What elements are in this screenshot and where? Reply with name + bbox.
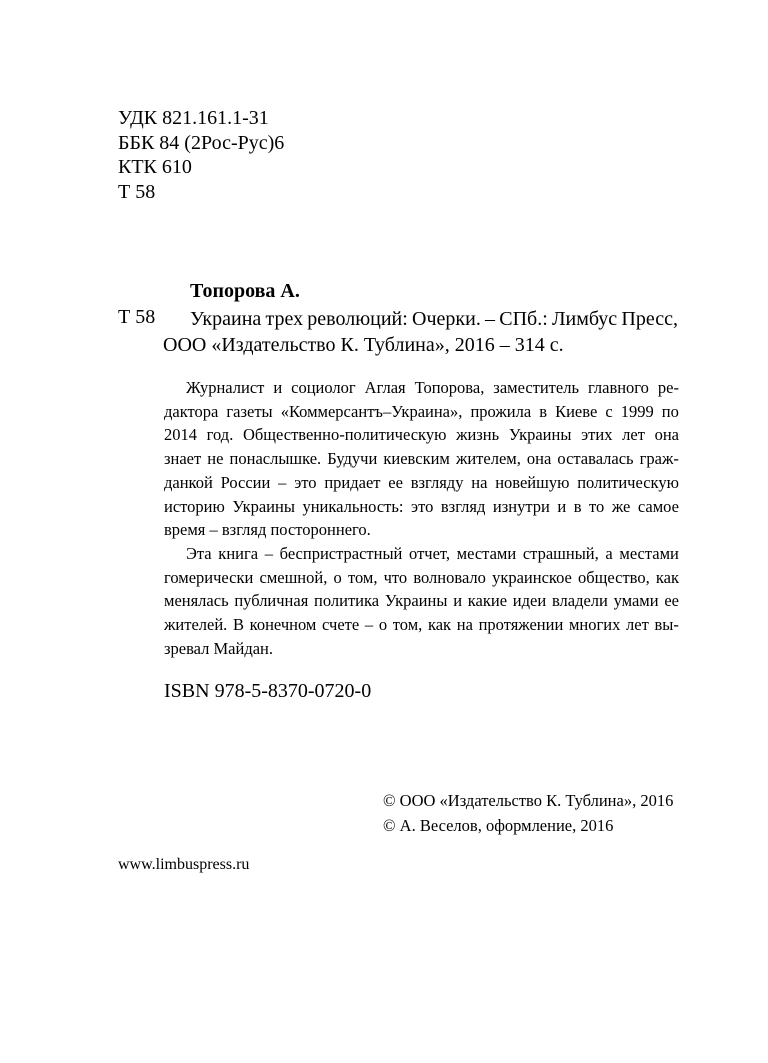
annotation-word: ее	[664, 591, 679, 611]
annotation-word: волновало	[413, 567, 486, 587]
annotation-word: жителем,	[455, 449, 521, 469]
udk-code: УДК 821.161.1-31	[118, 107, 269, 129]
annotation-word: Эта	[186, 543, 212, 563]
bibliographic-title-line	[190, 306, 678, 332]
annotation-word: Журналист	[186, 378, 265, 397]
annotation-word: она	[654, 425, 679, 445]
bibliographic-publisher-line: ООО «Издательство К. Тублина», 2016 – 314 с.	[163, 334, 564, 356]
title-word: Лимбус	[551, 308, 618, 330]
annotation-word: данкой	[164, 472, 213, 492]
annotation-word: какие	[467, 591, 508, 611]
annotation-line	[164, 518, 679, 542]
title-word: трех	[265, 308, 304, 330]
annotation-word: знает	[164, 449, 202, 469]
annotation-word: России	[220, 472, 271, 492]
annotation-word: –	[278, 472, 287, 492]
annotation-word: том,	[392, 615, 423, 635]
title-word: СПб.:	[499, 308, 548, 330]
annotation-word: –	[264, 543, 273, 563]
annotation-word: изнутри	[492, 496, 550, 516]
annotation-word: менялась	[164, 591, 229, 611]
annotation-word: счете	[322, 615, 360, 635]
annotation-word: о	[378, 615, 388, 635]
annotation-word: отчет,	[409, 543, 451, 563]
annotation-word: Топорова,	[414, 378, 485, 397]
annotation-word: идеи	[512, 591, 547, 611]
annotation-word: как	[655, 567, 679, 587]
annotation-word: на	[471, 472, 488, 492]
annotation-line	[164, 589, 679, 613]
annotation-word: лет	[622, 425, 645, 445]
classification-block	[118, 106, 284, 204]
annotation-word: прожила	[470, 401, 532, 421]
annotation-line	[164, 542, 679, 566]
annotation-word: владели	[551, 591, 608, 611]
annotation-word: газеты	[226, 401, 273, 421]
title-word: Очерки.	[412, 308, 481, 330]
annotation-word: время – взгляд постороннего.	[164, 520, 371, 540]
annotation-word: на	[456, 615, 473, 635]
annotation-word: 1999	[620, 401, 654, 421]
annotation-word: умами	[613, 591, 659, 611]
copyright-block	[383, 788, 673, 838]
annotation-word: о	[333, 567, 342, 587]
annotation-word: гомерически	[164, 567, 254, 587]
annotation-word: жителей.	[164, 615, 228, 635]
annotation-word: год.	[206, 425, 234, 445]
annotation-line	[164, 495, 679, 519]
annotation-word: и	[557, 496, 567, 516]
isbn: ISBN 978-5-8370-0720-0	[164, 680, 372, 702]
annotation-word: не	[207, 449, 224, 469]
annotation-word: в	[573, 496, 582, 516]
annotation-word: В	[232, 615, 244, 635]
annotation-word: оставалась	[557, 449, 634, 469]
annotation-word: киевским	[383, 449, 450, 469]
annotation-word: она	[526, 449, 552, 469]
annotation-word: украинское	[492, 567, 572, 587]
annotation-word: жизнь	[456, 425, 500, 445]
annotation	[164, 376, 679, 660]
annotation-word: новейшую	[495, 472, 570, 492]
annotation-line	[164, 447, 679, 471]
annotation-word: конечном	[249, 615, 317, 635]
annotation-paragraph-2	[164, 542, 679, 661]
annotation-word: протяжении	[478, 615, 564, 635]
annotation-word: Киеве	[555, 401, 598, 421]
annotation-word: лет	[626, 615, 649, 635]
annotation-word: взгляду	[410, 472, 464, 492]
annotation-word: Украины	[384, 591, 448, 611]
annotation-word: Общественно-политическую	[243, 425, 447, 445]
annotation-word: том,	[347, 567, 378, 587]
annotation-word: местами	[456, 543, 517, 563]
annotation-word: по	[661, 401, 679, 421]
annotation-word: книга	[218, 543, 259, 563]
annotation-line	[164, 613, 679, 637]
annotation-word: социолог	[291, 378, 356, 397]
annotation-word: 2014	[164, 425, 197, 445]
annotation-word: общество,	[578, 567, 650, 587]
annotation-word: и	[453, 591, 463, 611]
website-link[interactable]: www.limbuspress.ru	[118, 856, 250, 873]
annotation-line	[164, 566, 679, 590]
annotation-word: Аглая	[364, 378, 406, 397]
annotation-word: же	[611, 496, 631, 516]
annotation-word: Украины	[508, 425, 572, 445]
bibliographic-description	[163, 306, 678, 358]
annotation-word: зревал Майдан.	[164, 638, 273, 658]
annotation-word: в	[539, 401, 548, 421]
annotation-word: –	[364, 615, 374, 635]
annotation-word: уникальность:	[302, 496, 404, 516]
annotation-line	[164, 637, 679, 661]
annotation-word: Будучи	[327, 449, 378, 469]
annotation-word: и	[273, 378, 283, 397]
annotation-word: ре-	[657, 378, 679, 397]
annotation-line	[164, 423, 679, 447]
annotation-word: граж-	[639, 449, 679, 469]
annotation-word: беспристрастный	[279, 543, 403, 563]
annotation-word: взгляд	[440, 496, 486, 516]
annotation-word: вы-	[654, 615, 679, 635]
annotation-word: Украины	[232, 496, 295, 516]
title-word: Украина	[190, 308, 262, 330]
annotation-word: страшный,	[522, 543, 599, 563]
annotation-word: что	[383, 567, 408, 587]
annotation-word: это	[294, 472, 317, 492]
annotation-word: а	[605, 543, 613, 563]
annotation-word: политика	[314, 591, 380, 611]
annotation-word: понаслышке.	[229, 449, 322, 469]
annotation-word: то	[589, 496, 605, 516]
annotation-paragraph-1	[164, 376, 679, 542]
annotation-word: «Коммерсантъ–Украина»,	[280, 401, 463, 421]
title-word: Пресс,	[621, 308, 678, 330]
annotation-word: историю	[164, 496, 225, 516]
annotation-word: местами	[619, 543, 679, 563]
copyright-design: © А. Веселов, оформление, 2016	[383, 816, 614, 835]
copyright-publisher: © ООО «Издательство К. Тублина», 2016	[383, 791, 674, 810]
annotation-word: дактора	[164, 401, 219, 421]
annotation-line	[164, 400, 679, 424]
annotation-line	[164, 376, 679, 400]
annotation-word: политическую	[577, 472, 679, 492]
annotation-word: с	[605, 401, 613, 421]
catalog-author-mark: Т 58	[118, 306, 156, 328]
annotation-word: ее	[388, 472, 403, 492]
annotation-word: главного	[587, 378, 649, 397]
annotation-word: этих	[581, 425, 613, 445]
annotation-word: смешной,	[259, 567, 328, 587]
annotation-word: придает	[324, 472, 381, 492]
annotation-line	[164, 471, 679, 495]
annotation-word: заместитель	[493, 378, 579, 397]
ktk-code: КТК 610	[118, 156, 192, 178]
title-word: –	[485, 308, 496, 330]
annotation-word: как	[427, 615, 452, 635]
annotation-word: многих	[568, 615, 621, 635]
title-word: революций:	[307, 308, 408, 330]
catalog-author: Топорова А.	[190, 280, 300, 302]
annotation-word: это	[411, 496, 434, 516]
bbk-code: ББК 84 (2Рос-Рус)6	[118, 131, 285, 154]
annotation-word: самое	[637, 496, 679, 516]
author-mark: Т 58	[118, 180, 156, 203]
annotation-word: публичная	[234, 591, 309, 611]
